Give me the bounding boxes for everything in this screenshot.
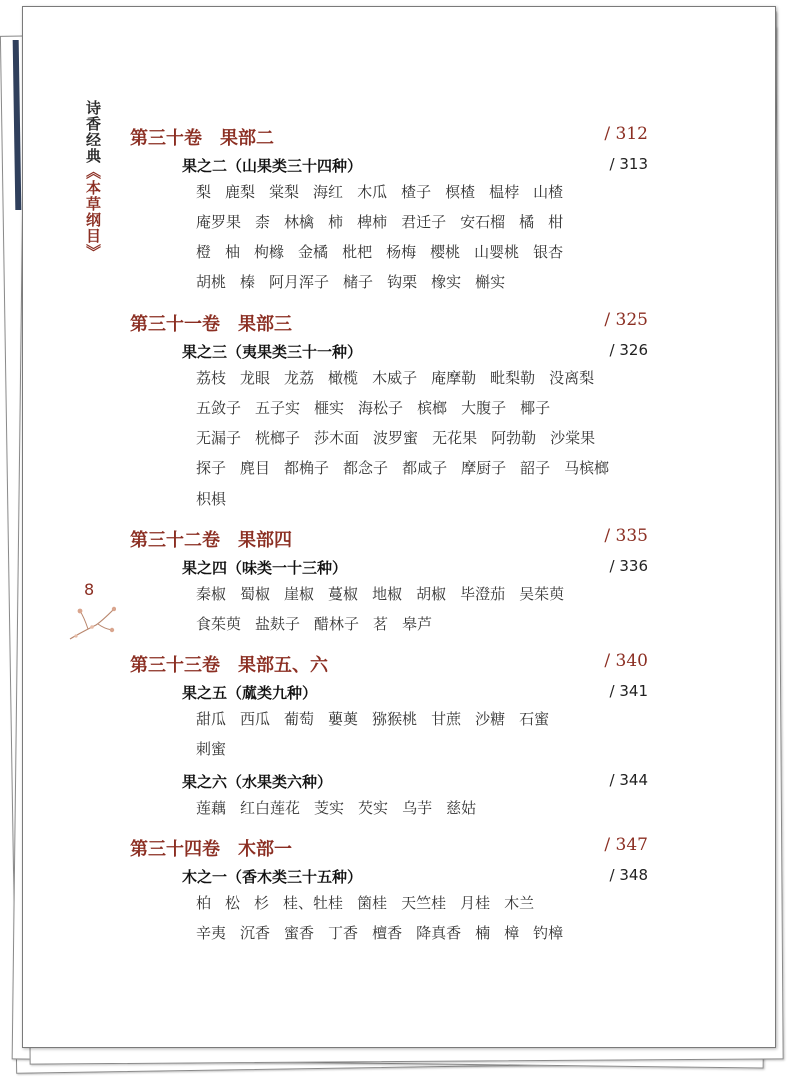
herb-entry: 降真香	[416, 924, 462, 942]
herb-entry: 杉	[254, 894, 270, 912]
volume-title: 第三十三卷 果部五、六	[130, 655, 328, 676]
section-heading	[182, 771, 648, 791]
herb-entry: 箘桂	[357, 894, 388, 912]
herb-entry: 槲实	[475, 273, 506, 291]
herb-entry: 芰实	[314, 799, 345, 817]
herb-entry: 金橘	[298, 243, 329, 261]
herb-entry: 枸橼	[254, 243, 285, 261]
herb-entry: 安石榴	[460, 213, 506, 231]
herb-entry: 柚	[225, 243, 241, 261]
section-page: / 348	[609, 866, 648, 884]
herb-entry: 庵摩勒	[431, 369, 477, 387]
book-title: 《本草纲目》	[84, 164, 102, 260]
volume-page: / 325	[604, 310, 648, 330]
entry-line	[196, 708, 563, 728]
herb-entry: 桂、牡桂	[283, 894, 344, 912]
herb-entry: 阿勃勒	[491, 429, 537, 447]
herb-entry: 葡萄	[284, 710, 315, 728]
herb-entry: 林檎	[284, 213, 315, 231]
herb-entry: 椰子	[520, 399, 551, 417]
herb-entry: 桄榔子	[255, 429, 301, 447]
herb-entry: 莲藕	[196, 799, 227, 817]
volume-heading	[130, 526, 648, 550]
herb-entry: 天竺桂	[401, 894, 447, 912]
herb-entry: 蜜香	[284, 924, 315, 942]
herb-entry: 海松子	[358, 399, 404, 417]
section-page: / 326	[609, 341, 648, 359]
herb-entry: 庵罗果	[196, 213, 242, 231]
herb-entry: 柿	[328, 213, 344, 231]
herb-entry: 榅桲	[489, 183, 520, 201]
herb-entry: 没离梨	[549, 369, 595, 387]
herb-entry: 胡桃	[196, 273, 227, 291]
herb-entry: 橙	[196, 243, 212, 261]
herb-entry: 沉香	[240, 924, 271, 942]
entry-line	[196, 488, 240, 508]
herb-entry: 柏	[196, 894, 212, 912]
herb-entry: 蔓椒	[328, 585, 359, 603]
section-title: 果之五（蓏类九种）	[182, 684, 318, 702]
herb-entry: 大腹子	[461, 399, 507, 417]
herb-entry: 秦椒	[196, 585, 227, 603]
herb-entry: 鹿梨	[225, 183, 256, 201]
entry-line	[196, 241, 577, 261]
entry-line	[196, 211, 577, 231]
section-heading	[182, 155, 648, 175]
section-heading	[182, 866, 648, 886]
herb-entry: 荔枝	[196, 369, 227, 387]
volume-title: 第三十一卷 果部三	[130, 314, 292, 335]
herb-entry: 西瓜	[240, 710, 271, 728]
herb-entry: 甜瓜	[196, 710, 227, 728]
herb-entry: 杨梅	[386, 243, 417, 261]
entry-line	[196, 181, 577, 201]
herb-entry: 莎木面	[314, 429, 360, 447]
herb-entry: 马槟榔	[564, 459, 610, 477]
section-page: / 341	[609, 682, 648, 700]
volume-page: / 340	[604, 651, 648, 671]
herb-entry: 君迁子	[401, 213, 447, 231]
herb-entry: 甘蔗	[431, 710, 462, 728]
herb-entry: 枇杷	[342, 243, 373, 261]
entry-line	[196, 271, 519, 291]
herb-entry: 槟榔	[417, 399, 448, 417]
herb-entry: 丁香	[328, 924, 359, 942]
herb-entry: 木威子	[372, 369, 418, 387]
herb-entry: 慈姑	[446, 799, 477, 817]
herb-entry: 钩栗	[387, 273, 418, 291]
section-title: 果之六（水果类六种）	[182, 773, 333, 791]
volume-heading	[130, 124, 648, 148]
section-heading	[182, 341, 648, 361]
herb-entry: 波罗蜜	[373, 429, 419, 447]
herb-entry: 五敛子	[196, 399, 242, 417]
entry-line	[196, 427, 609, 447]
herb-entry: 芡实	[358, 799, 389, 817]
volume-heading	[130, 310, 648, 334]
herb-entry: 山婴桃	[474, 243, 520, 261]
herb-entry: 都咸子	[402, 459, 448, 477]
herb-entry: 无漏子	[196, 429, 242, 447]
entry-line	[196, 457, 623, 477]
section-title: 果之二（山果类三十四种）	[182, 157, 363, 175]
herb-entry: 阿月浑子	[269, 273, 330, 291]
herb-entry: 木瓜	[357, 183, 388, 201]
volume-title: 第三十二卷 果部四	[130, 530, 292, 551]
section-title: 木之一（香木类三十五种）	[182, 868, 363, 886]
herb-entry: 榧实	[314, 399, 345, 417]
herb-entry: 月桂	[460, 894, 491, 912]
herb-entry: 猕猴桃	[372, 710, 418, 728]
herb-entry: 五子实	[255, 399, 301, 417]
entry-line	[196, 797, 490, 817]
herb-entry: 吴茱萸	[519, 585, 565, 603]
herb-entry: 无花果	[432, 429, 478, 447]
herb-entry: 胡椒	[416, 585, 447, 603]
herb-entry: 榛	[240, 273, 256, 291]
section-page: / 336	[609, 557, 648, 575]
herb-entry: 蜀椒	[240, 585, 271, 603]
herb-entry: 橘	[519, 213, 535, 231]
herb-entry: 龙荔	[284, 369, 315, 387]
entry-line	[196, 367, 608, 387]
herb-entry: 醋林子	[314, 615, 360, 633]
herb-entry: 榠楂	[445, 183, 476, 201]
section-page: / 344	[609, 771, 648, 789]
herb-entry: 檀香	[372, 924, 403, 942]
section-page: / 313	[609, 155, 648, 173]
volume-page: / 312	[604, 124, 648, 144]
volume-heading	[130, 651, 648, 675]
herb-entry: 茗	[373, 615, 389, 633]
herb-entry: 橡实	[431, 273, 462, 291]
section-title: 果之四（味类一十三种）	[182, 559, 348, 577]
herb-entry: 松	[225, 894, 241, 912]
entry-line	[196, 738, 240, 758]
herb-entry: 钓樟	[533, 924, 564, 942]
herb-entry: 崖椒	[284, 585, 315, 603]
herb-entry: 橄榄	[328, 369, 359, 387]
herb-entry: 槠子	[343, 273, 374, 291]
section-heading	[182, 682, 648, 702]
herb-entry: 海红	[313, 183, 344, 201]
herb-entry: 楠	[475, 924, 491, 942]
herb-entry: 楂子	[401, 183, 432, 201]
herb-entry: 石蜜	[519, 710, 550, 728]
herb-entry: 探子	[196, 459, 227, 477]
herb-entry: 红白莲花	[240, 799, 301, 817]
herb-entry: 龙眼	[240, 369, 271, 387]
entry-line	[196, 892, 548, 912]
page-number: 8	[84, 580, 95, 599]
entry-line	[196, 397, 564, 417]
entry-line	[196, 613, 446, 633]
herb-entry: 柰	[255, 213, 271, 231]
herb-entry: 柑	[548, 213, 564, 231]
herb-entry: 刺蜜	[196, 740, 227, 758]
section-heading	[182, 557, 648, 577]
herb-entry: 地椒	[372, 585, 403, 603]
herb-entry: 都桷子	[284, 459, 330, 477]
herb-entry: 麂目	[240, 459, 271, 477]
volume-page: / 347	[604, 835, 648, 855]
series-title: 诗香经典	[84, 100, 102, 164]
volume-page: / 335	[604, 526, 648, 546]
herb-entry: 摩厨子	[461, 459, 507, 477]
herb-entry: 银杏	[533, 243, 564, 261]
volume-title: 第三十卷 果部二	[130, 128, 274, 149]
herb-entry: 乌芋	[402, 799, 433, 817]
herb-entry: 盐麸子	[255, 615, 301, 633]
running-header	[82, 100, 104, 260]
herb-entry: 沙棠果	[550, 429, 596, 447]
plum-blossom-icon	[68, 603, 116, 641]
herb-entry: 皋芦	[402, 615, 433, 633]
volume-title: 第三十四卷 木部一	[130, 839, 292, 860]
herb-entry: 樟	[504, 924, 520, 942]
herb-entry: 梨	[196, 183, 212, 201]
herb-entry: 毗梨勒	[490, 369, 536, 387]
herb-entry: 韶子	[520, 459, 551, 477]
herb-entry: 辛夷	[196, 924, 227, 942]
herb-entry: 山楂	[533, 183, 564, 201]
herb-entry: 沙糖	[475, 710, 506, 728]
herb-entry: 蘡薁	[328, 710, 359, 728]
herb-entry: 枳椇	[196, 490, 227, 508]
herb-entry: 樱桃	[430, 243, 461, 261]
herb-entry: 木兰	[504, 894, 535, 912]
herb-entry: 食茱萸	[196, 615, 242, 633]
entry-line	[196, 922, 577, 942]
herb-entry: 毕澄茄	[460, 585, 506, 603]
volume-heading	[130, 835, 648, 859]
herb-entry: 棠梨	[269, 183, 300, 201]
herb-entry: 椑柿	[357, 213, 388, 231]
entry-line	[196, 583, 578, 603]
herb-entry: 都念子	[343, 459, 389, 477]
section-title: 果之三（夷果类三十一种）	[182, 343, 363, 361]
